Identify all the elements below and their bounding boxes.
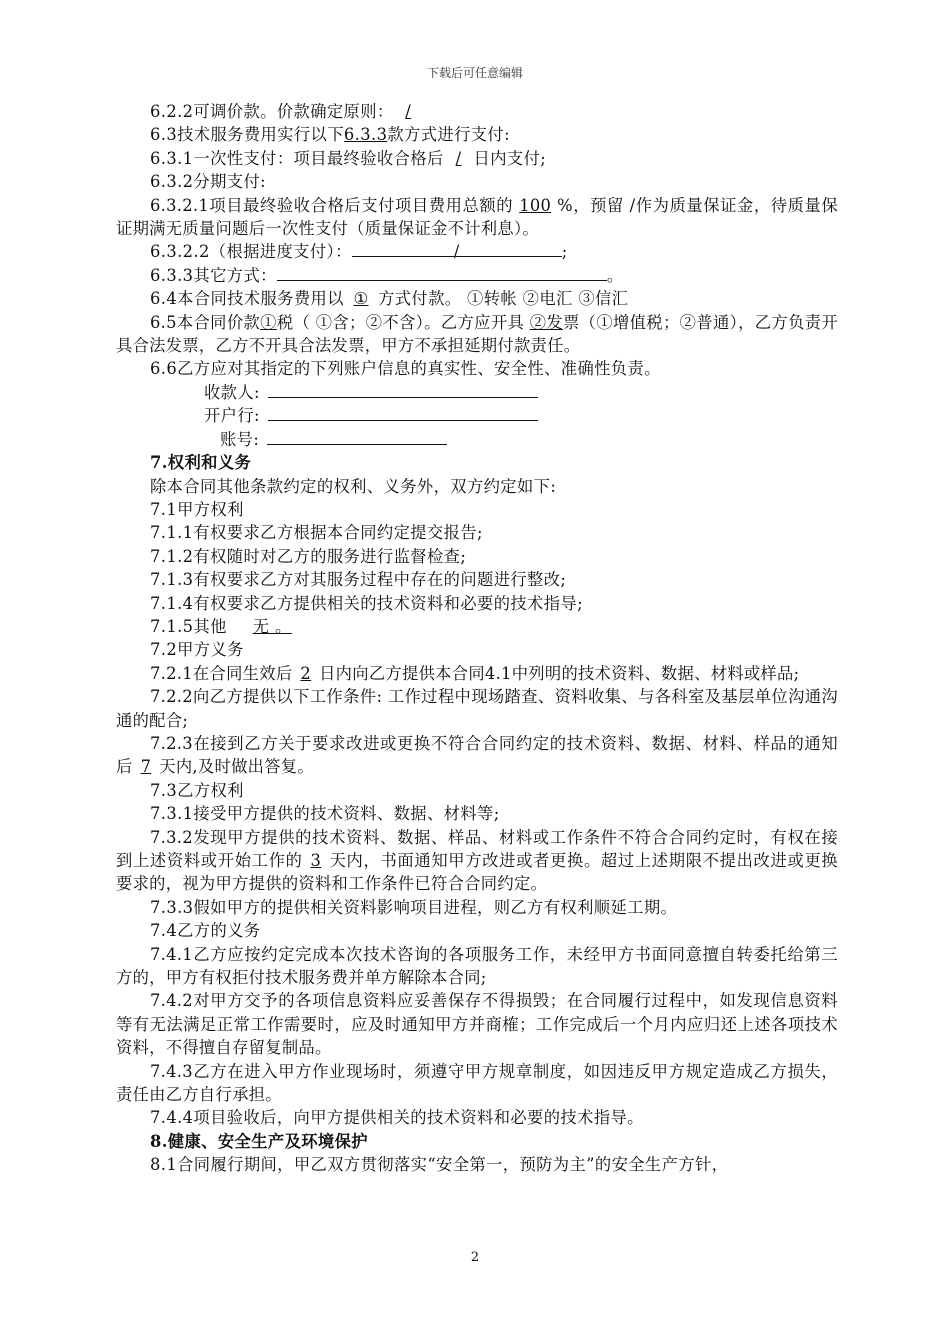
clause-8-1: 8.1合同履行期间，甲乙双方贯彻落实“安全第一，预防为主”的安全生产方针， [150, 1155, 729, 1175]
clause-7-2-2: 7.2.2向乙方提供以下工作条件: 工作过程中现场踏查、资料收集、与各科室及基层单位沟通沟通的配合; [116, 687, 838, 730]
clause-7-4: 7.4乙方的义务 [150, 921, 261, 941]
clause-6-3-2: 6.3.2分期支付: [150, 172, 267, 192]
clause-7-2-1: 7.2.1在合同生效后 2 日内向乙方提供本合同4.1中列明的技术资料、数据、材料或样品; [150, 663, 800, 683]
clause-7-4-4: 7.4.4项目验收后，向甲方提供相关的技术资料和必要的技术指导。 [150, 1108, 644, 1128]
clause-6-3: 6.3技术服务费用实行以下6.3.3款方式进行支付: [150, 125, 510, 145]
clause-7-1-1: 7.1.1有权要求乙方根据本合同约定提交报告; [150, 523, 483, 543]
section-7-heading: 7.权利和义务 [150, 453, 252, 473]
page-number: 2 [470, 1250, 480, 1265]
clause-7-3-2: 7.3.2发现甲方提供的技术资料、数据、样品、材料或工作条件不符合合同约定时，有权在接到上述资料或开始工作的 3 天内，书面通知甲方改进或者更换。超过上述期限不提出改进或更换要求的，视为甲方提供的资料和工作条件已符合合同约定。 [116, 827, 838, 894]
clause-6-6: 6.6乙方应对其指定的下列账户信息的真实性、安全性、准确性负责。 [150, 359, 661, 379]
clause-7-1-4: 7.1.4有权要求乙方提供相关的技术资料和必要的技术指导; [150, 593, 583, 613]
clause-6-4: 6.4本合同技术服务费用以 ① 方式付款。 ①转帐 ②电汇 ③信汇 [150, 289, 629, 309]
clause-6-2-2: 6.2.2可调价款。价款确定原则： / [150, 102, 412, 121]
clause-6-5: 6.5本合同价款①税（ ①含；②不含）。乙方应开具 ②发票（①增值税；②普通），乙方负责开具合法发票，乙方不开具合法发票，甲方不承担延期付款责任。 [116, 312, 838, 356]
clause-7-3-1: 7.3.1接受甲方提供的技术资料、数据、材料等; [150, 804, 500, 824]
clause-7-4-2: 7.4.2对甲方交予的各项信息资料应妥善保存不得损毁；在合同履行过程中，如发现信息资料等有无法满足正常工作需要时，应及时通知甲方并商榷；工作完成后一个月内应归还上述各项技术资料，不得擅自存留复制品。 [116, 991, 838, 1058]
account-label: 账号: [220, 429, 260, 449]
account-field [116, 428, 838, 451]
clause-7-2: 7.2甲方义务 [150, 640, 244, 660]
clause-6-3-2-1: 6.3.2.1项目最终验收合格后支付项目费用总额的 100 %，预留 /作为质量保证金，待质量保证期满无质量问题后一次性支付（质量保证金不计利息）。 [116, 195, 838, 239]
bank-label: 开户行: [204, 406, 260, 426]
clause-7-3-3: 7.3.3假如甲方的提供相关资料影响项目进程，则乙方有权利顺延工期。 [150, 897, 678, 917]
clause-6-3-2-2: 6.3.2.2（根据进度支付）： / ; [150, 242, 568, 262]
account-blank [267, 428, 447, 445]
clause-7-3: 7.3乙方权利 [150, 780, 244, 800]
section-7-intro: 除本合同其他条款约定的权利、义务外，双方约定如下: [150, 476, 557, 496]
payee-label: 收款人: [204, 382, 260, 402]
clause-7-4-3: 7.4.3乙方在进入甲方作业现场时，须遵守甲方规章制度，如因违反甲方规定造成乙方损失，责任由乙方自行承担。 [116, 1061, 838, 1105]
clause-7-1-3: 7.1.3有权要求乙方对其服务过程中存在的问题进行整改; [150, 570, 567, 590]
clause-7-1-2: 7.1.2有权随时对乙方的服务进行监督检查; [150, 546, 467, 566]
clause-7-1-5: 7.1.5其他 无 。 [150, 616, 292, 636]
clause-7-4-1: 7.4.1乙方应按约定完成本次技术咨询的各项服务工作，未经甲方书面同意擅自转委托给第三方的，甲方有权拒付技术服务费并单方解除本合同; [116, 944, 838, 988]
document-body [116, 100, 838, 1177]
page-header: 下载后可任意编辑 [426, 66, 523, 80]
payee-field [116, 381, 838, 404]
clause-6-3-1: 6.3.1一次性支付：项目最终验收合格后 / 日内支付; [150, 148, 547, 168]
clause-7-1: 7.1甲方权利 [150, 499, 244, 519]
bank-blank [268, 404, 538, 421]
clause-6-3-3: 6.3.3其它方式： 。 [150, 265, 624, 285]
payee-blank [268, 381, 538, 398]
clause-7-2-3: 7.2.3在接到乙方关于要求改进或更换不符合合同约定的技术资料、数据、材料、样品的通知后 7 天内,及时做出答复。 [116, 733, 838, 777]
bank-field [116, 404, 838, 427]
section-8-heading: 8.健康、安全生产及环境保护 [150, 1131, 368, 1151]
